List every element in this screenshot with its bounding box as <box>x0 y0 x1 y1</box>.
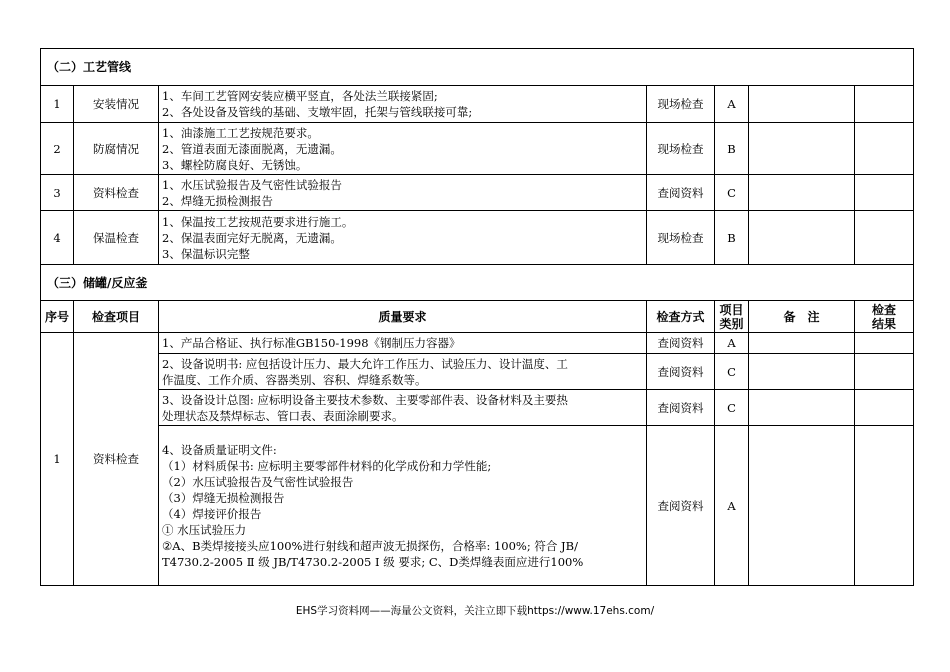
item-category: C <box>715 175 749 211</box>
requirement-line: 1、油漆施工工艺按规范要求。 <box>162 125 319 140</box>
check-method: 查阅资料 <box>647 354 715 390</box>
result-cell <box>855 426 914 586</box>
quality-requirement <box>159 86 647 123</box>
header-result-line: 检查 <box>872 302 897 317</box>
quality-requirement <box>159 426 647 586</box>
result-cell <box>855 86 914 123</box>
table-row <box>41 426 914 586</box>
requirement-line: 2、焊缝无损检测报告 <box>162 193 273 208</box>
header-item: 检查项目 <box>74 301 159 333</box>
requirement-line: 1、水压试验报告及气密性试验报告 <box>162 177 342 192</box>
check-item: 安装情况 <box>74 86 159 123</box>
remark-cell <box>749 175 855 211</box>
requirement-line: （4）焊接评价报告 <box>162 506 262 521</box>
check-item: 资料检查 <box>74 333 159 586</box>
header-result <box>855 301 914 333</box>
check-item: 保温检查 <box>74 211 159 265</box>
header-no: 序号 <box>41 301 74 333</box>
requirement-line: 1、产品合格证、执行标准GB150-1998《钢制压力容器》 <box>162 336 461 350</box>
quality-requirement <box>159 354 647 390</box>
check-method: 查阅资料 <box>647 333 715 354</box>
item-category: A <box>715 426 749 586</box>
quality-requirement <box>159 123 647 175</box>
section-title: （三）储罐/反应釜 <box>41 265 914 301</box>
requirement-line: 2、各处设备及管线的基础、支墩牢固，托架与管线联接可靠; <box>162 105 473 119</box>
requirement-line: 2、保温表面完好无脱离，无遗漏。 <box>162 230 342 245</box>
result-cell <box>855 175 914 211</box>
table-row <box>41 123 914 175</box>
result-cell <box>855 354 914 390</box>
requirement-line: 1、车间工艺管网安装应横平竖直，各处法兰联接紧固; <box>162 89 438 103</box>
item-category: A <box>715 333 749 354</box>
row-number: 1 <box>41 86 74 123</box>
requirement-line: （1）材料质保书: 应标明主要零部件材料的化学成份和力学性能; <box>162 458 492 473</box>
quality-requirement <box>159 175 647 211</box>
requirement-line: 3、保温标识完整 <box>162 246 250 261</box>
table-row <box>41 175 914 211</box>
section-heading-row <box>41 265 914 301</box>
table-row <box>41 354 914 390</box>
check-method: 现场检查 <box>647 86 715 123</box>
quality-requirement <box>159 211 647 265</box>
result-cell <box>855 123 914 175</box>
requirement-line: T4730.2-2005 Ⅱ 级 JB/T4730.2-2005 Ⅰ 级 要求; C、D类焊缝表面应进行100% <box>162 554 584 569</box>
requirement-line: 3、设备设计总图: 应标明设备主要技术参数、主要零部件表、设备材料及主要热 <box>162 392 568 407</box>
check-item: 资料检查 <box>74 175 159 211</box>
check-method: 查阅资料 <box>647 426 715 586</box>
requirement-line: 4、设备质量证明文件: <box>162 442 277 457</box>
item-category: B <box>715 211 749 265</box>
header-requirement: 质量要求 <box>159 301 647 333</box>
check-method: 现场检查 <box>647 211 715 265</box>
header-category-line: 项目 <box>719 302 744 317</box>
item-category: C <box>715 390 749 426</box>
remark-cell <box>749 123 855 175</box>
requirement-line: （3）焊缝无损检测报告 <box>162 490 285 505</box>
item-category: A <box>715 86 749 123</box>
quality-requirement <box>159 390 647 426</box>
check-item: 防腐情况 <box>74 123 159 175</box>
remark-cell <box>749 333 855 354</box>
header-remark: 备 注 <box>749 301 855 333</box>
requirement-line: 作温度、工作介质、容器类别、容积、焊缝系数等。 <box>162 372 427 387</box>
table-row <box>41 301 914 333</box>
header-category-line: 类别 <box>719 316 744 331</box>
remark-cell <box>749 390 855 426</box>
table-row <box>41 333 914 354</box>
requirement-line: 2、管道表面无漆面脱离，无遗漏。 <box>162 141 342 156</box>
result-cell <box>855 390 914 426</box>
row-number: 4 <box>41 211 74 265</box>
requirement-line: 1、保温按工艺按规范要求进行施工。 <box>162 214 354 229</box>
check-method: 查阅资料 <box>647 175 715 211</box>
remark-cell <box>749 354 855 390</box>
footer-text: EHS学习资料网——海量公文资料，关注立即下载https://www.17ehs.com/ <box>295 605 655 617</box>
quality-requirement <box>159 333 647 354</box>
requirement-line: ① 水压试验压力 <box>162 522 247 537</box>
check-method: 现场检查 <box>647 123 715 175</box>
row-number: 3 <box>41 175 74 211</box>
section-heading-row <box>41 49 914 86</box>
row-number: 1 <box>41 333 74 586</box>
section-title: （二）工艺管线 <box>41 49 914 86</box>
table-row <box>41 86 914 123</box>
requirement-line: ②A、B类焊接接头应100%进行射线和超声波无损探伤，合格率: 100%; 符合 JB/ <box>162 538 578 553</box>
requirement-line: 2、设备说明书: 应包括设计压力、最大允许工作压力、试验压力、设计温度、工 <box>162 356 568 371</box>
header-method: 检查方式 <box>647 301 715 333</box>
item-category: C <box>715 354 749 390</box>
requirement-line: 处理状态及禁焊标志、管口表、表面涂刷要求。 <box>162 408 404 423</box>
table-row <box>41 390 914 426</box>
item-category: B <box>715 123 749 175</box>
remark-cell <box>749 426 855 586</box>
inspection-table <box>40 48 914 586</box>
remark-cell <box>749 86 855 123</box>
requirement-line: （2）水压试验报告及气密性试验报告 <box>162 474 354 489</box>
header-result-line: 结果 <box>872 316 897 331</box>
requirement-line: 3、螺栓防腐良好、无锈蚀。 <box>162 157 308 172</box>
remark-cell <box>749 211 855 265</box>
check-method: 查阅资料 <box>647 390 715 426</box>
row-number: 2 <box>41 123 74 175</box>
header-category <box>715 301 749 333</box>
result-cell <box>855 211 914 265</box>
table-row <box>41 211 914 265</box>
result-cell <box>855 333 914 354</box>
